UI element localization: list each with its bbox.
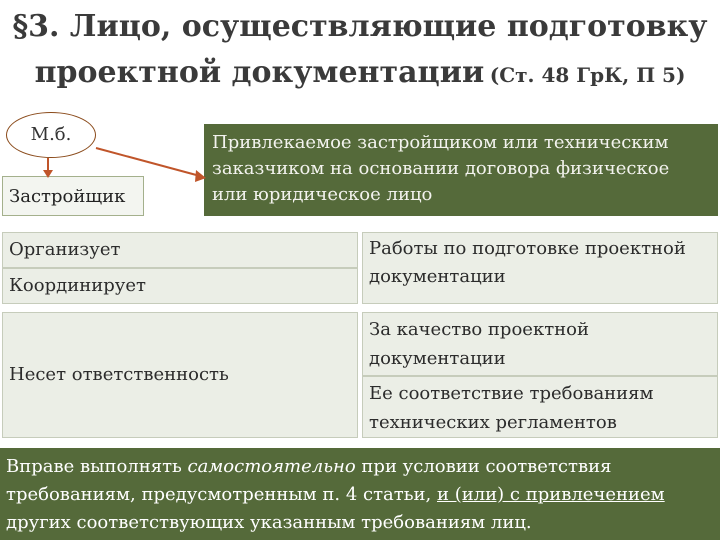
bottom-underlined: и (или) с привлечением bbox=[437, 484, 665, 505]
maybe-oval-label: М.б. bbox=[6, 112, 96, 158]
oval-to-engaged-arrow bbox=[96, 148, 200, 176]
compliance-text: Ее соответствие требованиям технических регламентов bbox=[369, 383, 654, 433]
bottom-part-1: Вправе выполнять bbox=[6, 456, 188, 477]
organizes-cell bbox=[2, 232, 358, 268]
title-line-1: §3. Лицо, осуществляющие подготовку bbox=[12, 9, 708, 44]
responsible-cell bbox=[2, 312, 358, 438]
works-cell bbox=[362, 232, 718, 304]
page-title bbox=[0, 4, 720, 100]
bottom-part-3: других соответствующих указанным требованиям лиц. bbox=[6, 512, 532, 533]
title-line-2: проектной документации bbox=[34, 55, 485, 90]
bottom-italic: самостоятельно bbox=[187, 456, 356, 477]
developer-label: Застройщик bbox=[2, 176, 144, 216]
responsible-text: Несет ответственность bbox=[9, 364, 229, 385]
quality-text: За качество проектной документации bbox=[369, 319, 589, 369]
title-reference: (Ст. 48 ГрК, П 5) bbox=[489, 63, 686, 87]
organizes-text: Организует bbox=[9, 239, 121, 260]
engaged-person-box: Привлекаемое застройщиком или техническим заказчиком на основании договора физическое или юридическое лицо bbox=[204, 124, 718, 216]
coordinates-text: Координирует bbox=[9, 275, 146, 296]
bottom-note bbox=[0, 448, 720, 540]
quality-cell bbox=[362, 312, 718, 376]
compliance-cell bbox=[362, 376, 718, 438]
coordinates-cell bbox=[2, 268, 358, 304]
works-text: Работы по подготовке проектной документации bbox=[369, 238, 686, 287]
bottom-part-2: при условии соответствия требованиям, предусмотренным п. 4 статьи, bbox=[6, 456, 612, 505]
